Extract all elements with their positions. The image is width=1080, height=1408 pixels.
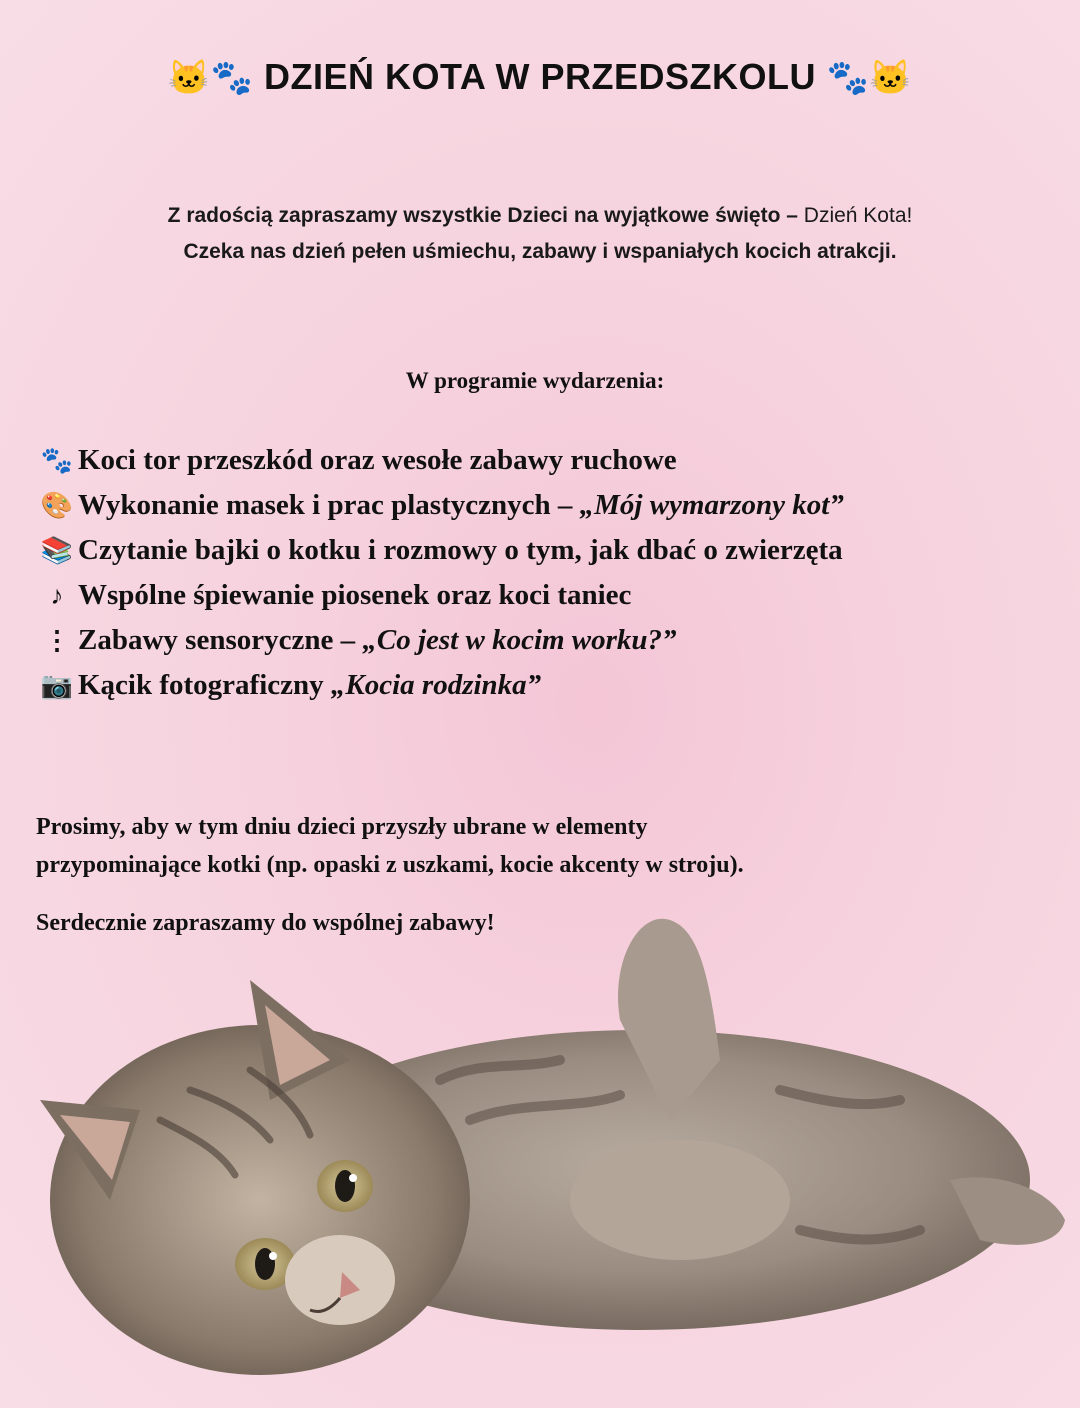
closing-invitation: Serdecznie zapraszamy do wspólnej zabawy! bbox=[36, 910, 495, 936]
program-item bbox=[36, 618, 1056, 663]
books-icon: 📚 bbox=[40, 536, 74, 565]
program-item bbox=[36, 438, 1056, 483]
program-item bbox=[36, 663, 1056, 708]
page-title-text: DZIEŃ KOTA W PRZEDSZKOLU bbox=[264, 56, 816, 97]
page-title bbox=[0, 56, 1080, 98]
intro-line-1-light: Dzień Kota! bbox=[797, 204, 913, 227]
notice-line-1: Prosimy, aby w tym dniu dzieci przyszły ubrane w elementy bbox=[36, 814, 648, 840]
paw-cat-icon: 🐾🐱 bbox=[826, 59, 913, 97]
program-item-italic: „Co jest w kocim worku?” bbox=[362, 624, 677, 656]
camera-icon: 📷 bbox=[40, 671, 74, 700]
intro-text bbox=[0, 198, 1080, 270]
paw-icon: 🐾 bbox=[40, 446, 74, 475]
program-list bbox=[36, 438, 1056, 708]
program-item-text: Wspólne śpiewanie piosenek oraz koci taniec bbox=[78, 579, 632, 611]
music-note-icon: ♪ bbox=[50, 581, 64, 610]
program-item bbox=[36, 483, 1056, 528]
program-item-text: Wykonanie masek i prac plastycznych – bbox=[78, 489, 580, 521]
program-item bbox=[36, 573, 1056, 618]
program-heading: W programie wydarzenia: bbox=[405, 368, 665, 393]
program-item-italic: „Mój wymarzony kot” bbox=[579, 489, 844, 521]
program-item bbox=[36, 528, 1056, 573]
dress-code-notice bbox=[36, 808, 1036, 884]
sensory-icon: ⋮ bbox=[44, 626, 70, 655]
program-item-text: Kącik fotograficzny bbox=[78, 669, 331, 701]
notice-line-2: przypominające kotki (np. opaski z uszkami, kocie akcenty w stroju). bbox=[36, 852, 744, 878]
intro-line-2: Czeka nas dzień pełen uśmiechu, zabawy i wspaniałych kocich atrakcji. bbox=[183, 240, 897, 263]
intro-line-1 bbox=[0, 198, 1080, 234]
kitten-image bbox=[20, 900, 1080, 1408]
program-item-italic: „Kocia rodzinka” bbox=[330, 669, 542, 701]
program-item-text: Koci tor przeszkód oraz wesołe zabawy ruchowe bbox=[78, 444, 677, 476]
program-item-text: Czytanie bajki o kotku i rozmowy o tym, jak dbać o zwierzęta bbox=[78, 534, 843, 566]
intro-line-1-bold: Z radością zapraszamy wszystkie Dzieci na wyjątkowe święto – bbox=[167, 204, 798, 227]
palette-icon: 🎨 bbox=[40, 491, 74, 520]
cat-paw-icon: 🐱🐾 bbox=[167, 59, 254, 97]
program-item-text: Zabawy sensoryczne – bbox=[78, 624, 363, 656]
